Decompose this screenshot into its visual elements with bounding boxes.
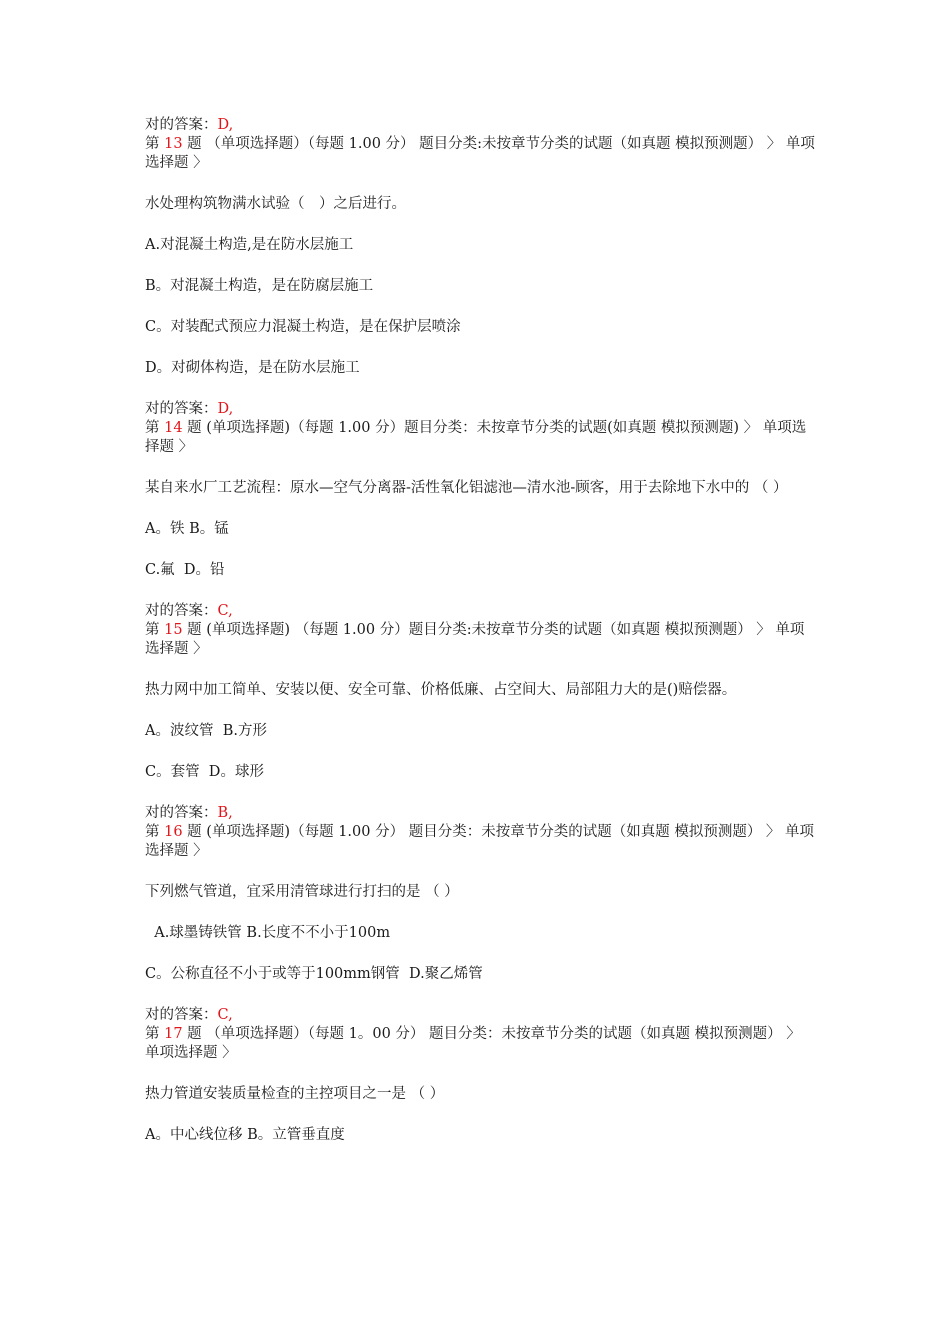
question-number: 17 — [164, 1026, 183, 1042]
question-header — [145, 823, 815, 861]
question-block-13 — [145, 116, 815, 378]
question-header — [145, 419, 815, 457]
previous-answer — [145, 1006, 815, 1025]
option-line-1: A。铁 B。锰 — [145, 521, 229, 537]
answer-label: 对的答案： — [145, 1007, 218, 1023]
answer-value: D, — [217, 117, 234, 133]
option-a: A.对混凝土构造,是在防水层施工 — [145, 237, 354, 253]
header-prefix: 第 — [145, 420, 165, 436]
question-number: 15 — [164, 622, 183, 638]
question-number: 16 — [164, 824, 183, 840]
question-block-14 — [145, 400, 815, 580]
previous-answer — [145, 804, 815, 823]
question-stem: 某自来水厂工艺流程：原水—空气分离器-活性氧化铝滤池—清水池-顾客，用于去除地下水中的 （ ） — [145, 480, 788, 496]
option-line-1: A.球墨铸铁管 B.长度不不小于100m — [145, 925, 391, 941]
option-line-1: A。波纹管 B.方形 — [145, 723, 267, 739]
answer-label: 对的答案： — [145, 117, 218, 133]
option-line-2: C。公称直径不小于或等于100mm钢管 D.聚乙烯管 — [145, 966, 483, 982]
option-line-2: C。套管 D。球形 — [145, 764, 264, 780]
answer-value: C, — [217, 1007, 233, 1023]
answer-label: 对的答案： — [145, 805, 218, 821]
header-info: 题 (单项选择题) （每题 1.00 分）题目分类:未按章节分类的试题（如真题 模拟预测题） 〉 单项选择题 〉 — [145, 622, 805, 657]
option-line-1: A。中心线位移 B。立管垂直度 — [145, 1127, 345, 1143]
header-prefix: 第 — [145, 1026, 165, 1042]
question-stem: 下列燃气管道，宜采用清管球进行打扫的是 （ ） — [145, 884, 459, 900]
previous-answer — [145, 602, 815, 621]
option-d: D。对砌体构造，是在防水层施工 — [145, 360, 360, 376]
header-info: 题 （单项选择题）（每题 1.00 分） 题目分类:未按章节分类的试题（如真题 模拟预测题） 〉 单项选择题 〉 — [145, 136, 815, 171]
answer-label: 对的答案： — [145, 401, 218, 417]
header-info: 题 (单项选择题)（每题 1.00 分） 题目分类：未按章节分类的试题（如真题 模拟预测题） 〉 单项选择题 〉 — [145, 824, 815, 859]
question-stem: 热力管道安装质量检查的主控项目之一是 （ ） — [145, 1086, 445, 1102]
question-header — [145, 135, 815, 173]
question-number: 14 — [164, 420, 183, 436]
option-c: C。对装配式预应力混凝土构造，是在保护层喷涂 — [145, 319, 461, 335]
question-stem: 热力网中加工简单、安装以便、安全可靠、价格低廉、占空间大、局部阻力大的是()赔偿器。 — [145, 682, 737, 698]
question-header — [145, 621, 815, 659]
previous-answer — [145, 400, 815, 419]
answer-value: B, — [217, 805, 233, 821]
question-block-15 — [145, 602, 815, 782]
answer-value: C, — [217, 603, 233, 619]
question-block-16 — [145, 804, 815, 984]
previous-answer — [145, 116, 815, 135]
question-header — [145, 1025, 815, 1063]
header-info: 题 （单项选择题）（每题 1。00 分） 题目分类：未按章节分类的试题（如真题 模拟预测题） 〉单项选择题 〉 — [145, 1026, 801, 1061]
header-info: 题 (单项选择题)（每题 1.00 分）题目分类：未按章节分类的试题(如真题 模拟预测题) 〉 单项选择题 〉 — [145, 420, 807, 455]
document-page — [145, 116, 815, 1145]
header-prefix: 第 — [145, 824, 165, 840]
option-b: B。对混凝土构造，是在防腐层施工 — [145, 278, 374, 294]
question-stem: 水处理构筑物满水试验（ ）之后进行。 — [145, 196, 406, 212]
answer-value: D, — [217, 401, 234, 417]
question-block-17 — [145, 1006, 815, 1145]
question-number: 13 — [164, 136, 183, 152]
answer-label: 对的答案： — [145, 603, 218, 619]
option-line-2: C.氟 D。铅 — [145, 562, 225, 578]
header-prefix: 第 — [145, 136, 165, 152]
header-prefix: 第 — [145, 622, 165, 638]
